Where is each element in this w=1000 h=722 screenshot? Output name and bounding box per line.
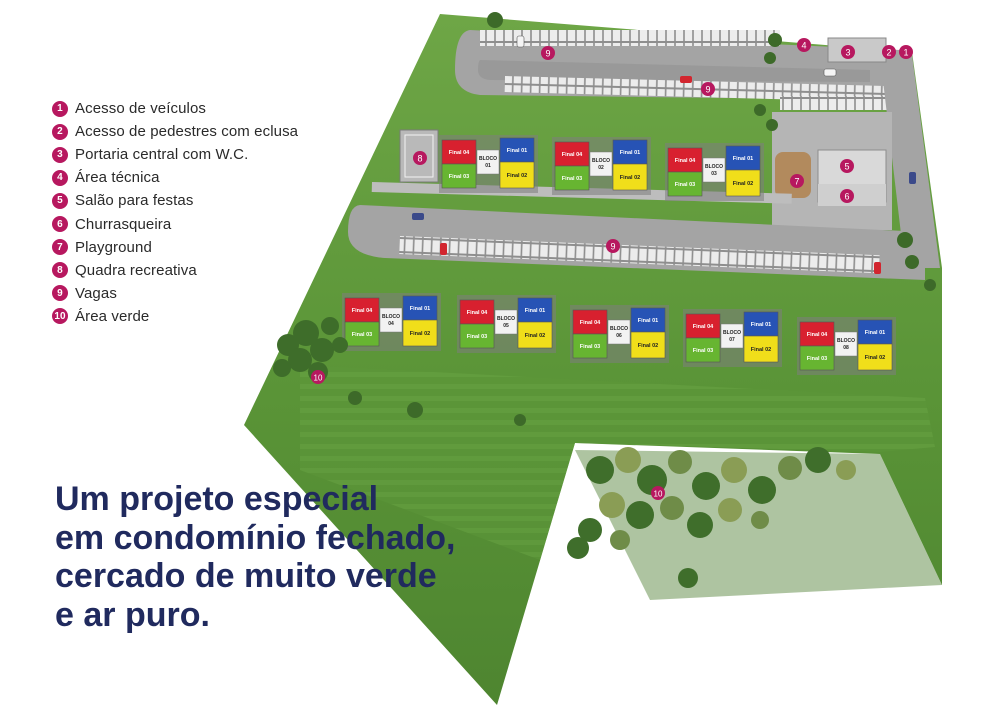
block-core	[477, 150, 499, 174]
legend-label: Quadra recreativa	[75, 261, 197, 279]
pin-9-upper-b	[701, 82, 715, 96]
block-core	[590, 152, 612, 176]
legend-item-1	[52, 97, 298, 120]
svg-text:2: 2	[886, 47, 892, 58]
unit-label: Final 03	[448, 174, 470, 180]
legend-label: Playground	[75, 238, 152, 256]
legend-number: 7	[52, 239, 68, 255]
bloco-number: 06	[616, 333, 622, 339]
bloco-label: BLOCO	[381, 314, 401, 320]
bloco-number: 08	[843, 345, 849, 351]
svg-text:9: 9	[705, 84, 711, 95]
block-core	[608, 320, 630, 344]
legend-item-9	[52, 282, 298, 305]
bloco-08	[797, 317, 896, 375]
unit-label: Final 03	[692, 348, 714, 354]
svg-text:3: 3	[845, 47, 851, 58]
svg-text:1: 1	[903, 47, 909, 58]
unit-label: Final 02	[864, 355, 886, 361]
svg-text:4: 4	[801, 40, 807, 51]
bloco-number: 04	[388, 321, 394, 327]
pin-3	[841, 45, 855, 59]
block-core	[495, 310, 517, 334]
legend-number: 4	[52, 170, 68, 186]
unit-label: Final 04	[692, 324, 714, 330]
unit-label: Final 03	[674, 182, 696, 188]
unit-label: Final 02	[732, 181, 754, 187]
unit-label: Final 02	[637, 343, 659, 349]
unit-label: Final 04	[561, 152, 583, 158]
unit-label: Final 01	[409, 306, 431, 312]
svg-text:9: 9	[610, 241, 616, 252]
legend-item-3	[52, 143, 298, 166]
legend-number: 8	[52, 262, 68, 278]
headline-line-2: em condomínio fechado,	[55, 518, 456, 557]
entrance-building	[828, 38, 886, 62]
bloco-number: 03	[711, 171, 717, 177]
bloco-number: 07	[729, 337, 735, 343]
bloco-number: 01	[485, 163, 491, 169]
legend	[52, 97, 298, 328]
svg-text:10: 10	[653, 489, 663, 499]
block-core	[835, 332, 857, 356]
unit-label: Final 01	[732, 156, 754, 162]
pin-1	[899, 45, 913, 59]
headline	[55, 480, 455, 634]
pin-9-middle	[606, 239, 620, 253]
bloco-02	[552, 137, 651, 195]
legend-number: 3	[52, 147, 68, 163]
svg-text:7: 7	[794, 176, 800, 187]
unit-label: Final 01	[524, 308, 546, 314]
svg-text:6: 6	[844, 191, 850, 202]
legend-label: Acesso de pedestres com eclusa	[75, 123, 299, 141]
legend-item-10	[52, 305, 298, 328]
headline-line-4: e ar puro.	[55, 595, 210, 634]
pin-8	[413, 151, 427, 165]
legend-number: 10	[52, 308, 68, 324]
bloco-03	[665, 143, 764, 201]
legend-label: Portaria central com W.C.	[75, 146, 249, 164]
pin-9-upper	[541, 46, 555, 60]
unit-label: Final 02	[506, 173, 528, 179]
block-core	[703, 158, 725, 182]
legend-label: Salão para festas	[75, 192, 194, 210]
unit-label: Final 03	[806, 356, 828, 362]
legend-item-4	[52, 166, 298, 189]
unit-label: Final 03	[561, 176, 583, 182]
bloco-number: 02	[598, 165, 604, 171]
legend-number: 2	[52, 124, 68, 140]
bloco-label: BLOCO	[591, 158, 611, 164]
svg-text:8: 8	[417, 153, 423, 164]
pin-4	[797, 38, 811, 52]
legend-item-6	[52, 212, 298, 235]
playground	[775, 152, 811, 198]
legend-label: Área verde	[75, 307, 150, 325]
unit-label: Final 02	[409, 331, 431, 337]
block-core	[380, 308, 402, 332]
pin-2	[882, 45, 896, 59]
legend-number: 9	[52, 285, 68, 301]
unit-label: Final 01	[864, 330, 886, 336]
pin-5	[840, 159, 854, 173]
legend-label: Churrasqueira	[75, 215, 172, 233]
bloco-label: BLOCO	[704, 164, 724, 170]
unit-label: Final 02	[524, 333, 546, 339]
unit-label: Final 04	[448, 150, 470, 156]
legend-item-8	[52, 259, 298, 282]
legend-item-5	[52, 189, 298, 212]
pin-7	[790, 174, 804, 188]
bloco-01	[439, 135, 538, 193]
pin-10-south	[651, 486, 665, 500]
bloco-06	[570, 305, 669, 363]
legend-item-2	[52, 120, 298, 143]
pin-6	[840, 189, 854, 203]
legend-label: Acesso de veículos	[75, 100, 207, 118]
bloco-04	[342, 293, 441, 351]
legend-item-7	[52, 236, 298, 259]
unit-label: Final 04	[351, 308, 373, 314]
bloco-05	[457, 295, 556, 353]
unit-label: Final 04	[466, 310, 488, 316]
bloco-label: BLOCO	[609, 326, 629, 332]
bloco-label: BLOCO	[722, 330, 742, 336]
block-core	[721, 324, 743, 348]
unit-label: Final 04	[806, 332, 828, 338]
legend-number: 5	[52, 193, 68, 209]
bloco-label: BLOCO	[496, 316, 516, 322]
unit-label: Final 03	[351, 332, 373, 338]
unit-label: Final 03	[466, 334, 488, 340]
svg-text:10: 10	[313, 373, 323, 383]
legend-label: Vagas	[75, 284, 117, 302]
bloco-number: 05	[503, 323, 509, 329]
parking-row-upper-a	[480, 30, 780, 46]
bloco-label: BLOCO	[836, 338, 856, 344]
unit-label: Final 01	[637, 318, 659, 324]
bloco-07	[683, 309, 782, 367]
unit-label: Final 01	[619, 150, 641, 156]
svg-text:5: 5	[844, 161, 850, 172]
legend-number: 1	[52, 101, 68, 117]
legend-number: 6	[52, 216, 68, 232]
unit-label: Final 03	[579, 344, 601, 350]
headline-line-1: Um projeto especial	[55, 480, 379, 518]
bloco-label: BLOCO	[478, 156, 498, 162]
unit-label: Final 01	[750, 322, 772, 328]
legend-label: Área técnica	[75, 169, 160, 187]
unit-label: Final 02	[619, 175, 641, 181]
pin-10-west	[311, 370, 325, 384]
svg-text:9: 9	[545, 48, 551, 59]
unit-label: Final 04	[579, 320, 601, 326]
headline-line-3: cercado de muito verde	[55, 557, 437, 595]
unit-label: Final 02	[750, 347, 772, 353]
unit-label: Final 04	[674, 158, 696, 164]
unit-label: Final 01	[506, 148, 528, 154]
